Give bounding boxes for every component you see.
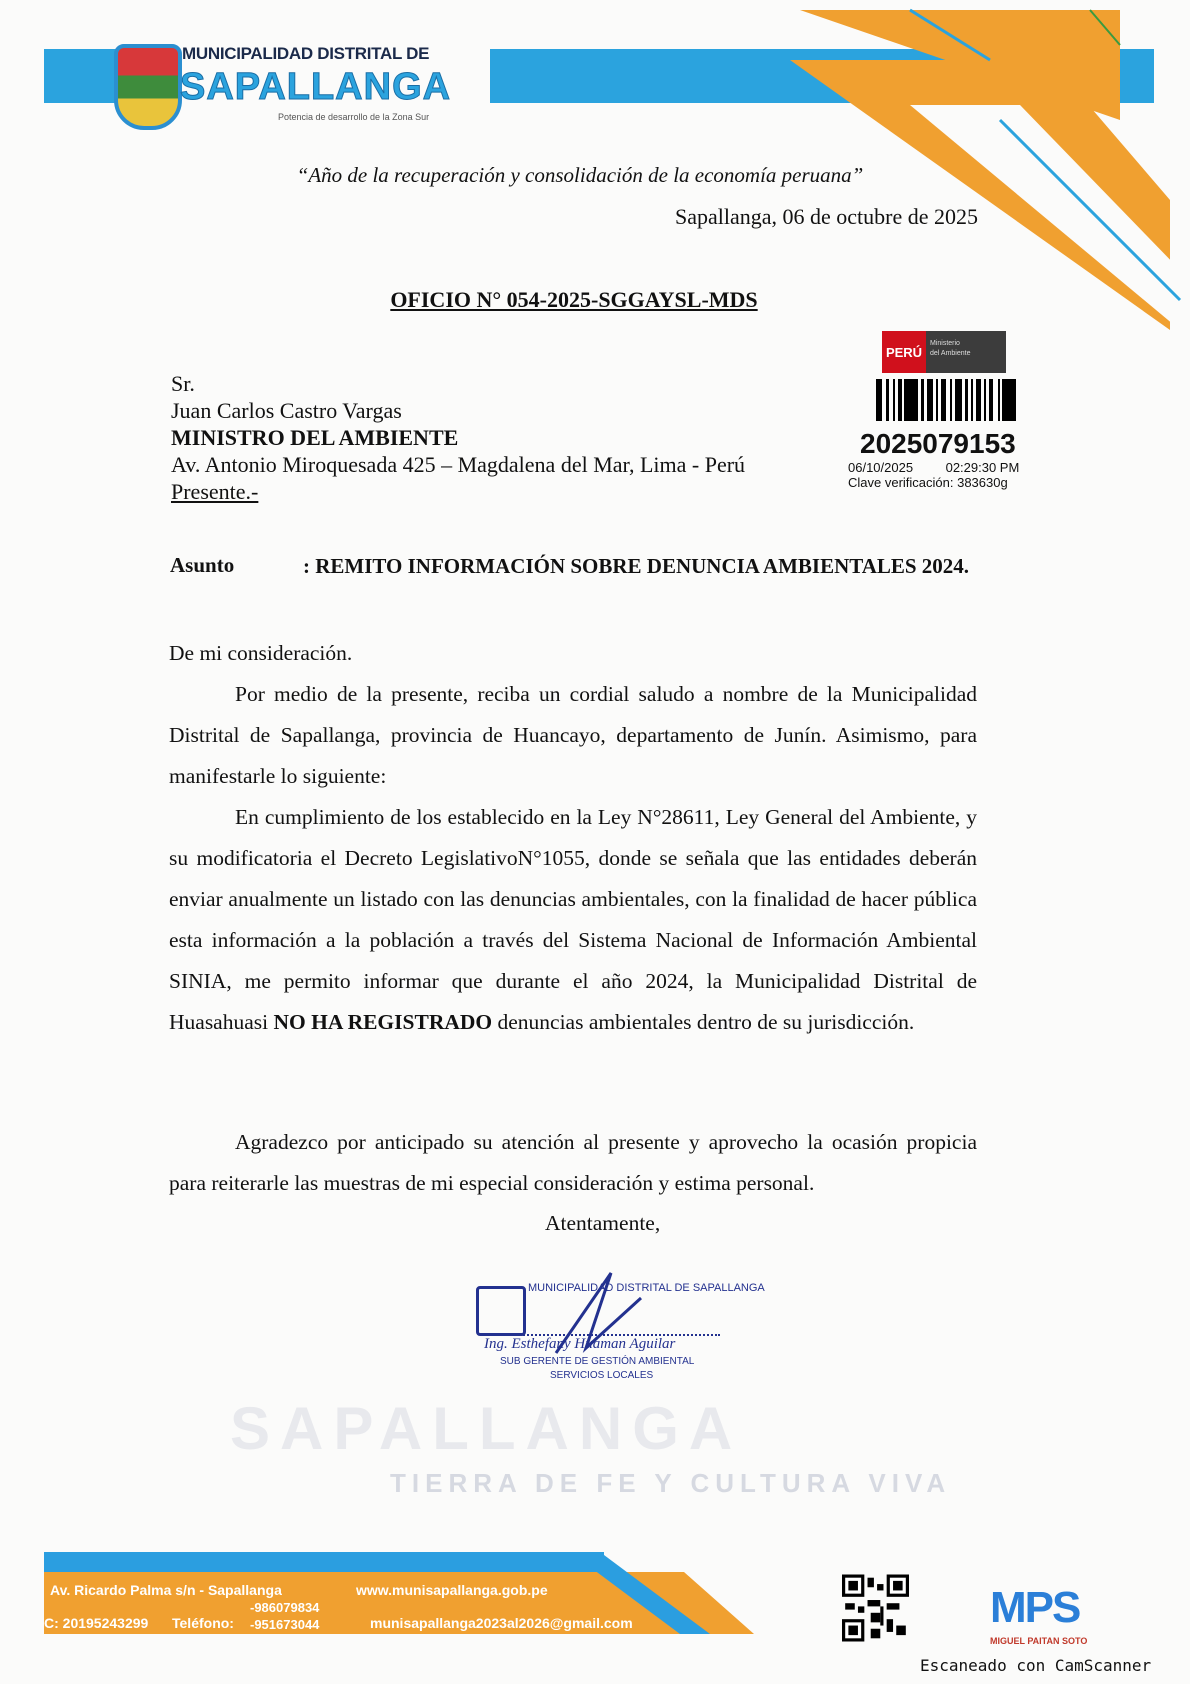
footer-band-blue: [44, 1552, 604, 1572]
seal-icon: [476, 1286, 526, 1336]
paragraph-2-b: denuncias ambientales dentro de su jurisdicción.: [492, 1010, 915, 1034]
stamp-date: 06/10/2025: [848, 460, 914, 475]
peru-label: PERÚ: [882, 331, 926, 373]
signer-role-2: SERVICIOS LOCALES: [550, 1370, 654, 1381]
recipient-name: Juan Carlos Castro Vargas: [171, 398, 402, 423]
salutation: Sr.: [171, 371, 195, 396]
closing-block: [169, 1122, 977, 1204]
paragraph-1: Por medio de la presente, reciba un cordial saludo a nombre de la Municipalidad Distrital de Sapallanga, provincia de Huancayo, departamento de Junín. Asimismo, para manifestarle lo siguiente:: [169, 682, 977, 788]
qr-code: [842, 1574, 909, 1642]
brand-top-text: MUNICIPALIDAD DISTRITAL DE: [182, 44, 430, 63]
signer-name: Ing. Esthefany Huaman Aguilar: [484, 1336, 676, 1352]
paragraph-2: [169, 797, 977, 1043]
scanner-watermark: Escaneado con CamScanner: [920, 1656, 1152, 1675]
paragraph-2-emphasis: NO HA REGISTRADO: [273, 1010, 493, 1034]
signature-stamp: [476, 1268, 765, 1388]
footer-ruc: C: 20195243299: [44, 1615, 149, 1631]
mps-logo: MPS: [990, 1583, 1080, 1632]
ministry-logo: [882, 331, 1006, 373]
recipient-title: MINISTRO DEL AMBIENTE: [171, 425, 459, 450]
seal-text: MUNICIPALIDAD DISTRITAL DE SAPALLANGA: [528, 1282, 765, 1294]
ministry-line1: Ministerio: [930, 340, 960, 347]
year-motto: “Año de la recuperación y consolidación de la economía peruana”: [296, 163, 864, 187]
ministry-line2: del Ambiente: [930, 350, 971, 357]
closing-word: Atentamente,: [545, 1211, 661, 1235]
footer-phone-1: -986079834: [250, 1600, 320, 1615]
presente: Presente.-: [171, 479, 259, 504]
verification-key: Clave verificación: 383630g: [848, 475, 1008, 490]
watermark-tagline: TIERRA DE FE Y CULTURA VIVA: [390, 1468, 952, 1498]
paragraph-2-a: En cumplimiento de los establecido en la Ley N°28611, Ley General del Ambiente, y su modificatoria el Decreto LegislativoN°1055, donde se señala que las entidades deberán enviar anualmente un listado con las denuncias ambientales, con la finalidad de hacer pública esta información a la población a través del Sistema Nacional de Información Ambiental SINIA, me permito informar que durante el año 2024, la Municipalidad Distrital de Huasahuasi: [169, 805, 977, 1034]
stamp-time: 02:29:30 PM: [945, 460, 1020, 475]
footer-address: Av. Ricardo Palma s/n - Sapallanga: [50, 1582, 282, 1598]
recipient-address: Av. Antonio Miroquesada 425 – Magdalena del Mar, Lima - Perú: [171, 452, 746, 477]
mps-subtitle: MIGUEL PAITAN SOTO: [990, 1636, 1088, 1646]
paragraph-3: Agradezco por anticipado su atención al presente y aprovecho la ocasión propicia para reiterarle las muestras de mi especial consideración y estima personal.: [169, 1130, 977, 1195]
footer-email: munisapallanga2023al2026@gmail.com: [370, 1615, 633, 1631]
brand-tagline: Potencia de desarrollo de la Zona Sur: [278, 112, 430, 122]
document-number: OFICIO N° 054-2025-SGGAYSL-MDS: [390, 287, 758, 312]
letter-body: [169, 633, 977, 1043]
signer-role: SUB GERENTE DE GESTIÓN AMBIENTAL: [500, 1356, 695, 1367]
barcode: [876, 379, 1026, 421]
recipient-block: [171, 370, 745, 505]
footer-phone-label: Teléfono:: [172, 1615, 234, 1631]
subject-value: : REMITO INFORMACIÓN SOBRE DENUNCIA AMBIENTALES 2024.: [303, 554, 970, 578]
brand-main-text: SAPALLANGA: [180, 66, 452, 108]
greeting: De mi consideración.: [169, 641, 353, 665]
registry-number: 2025079153: [860, 428, 1016, 459]
date-line: Sapallanga, 06 de octubre de 2025: [674, 204, 978, 229]
footer-phone-2: -951673044: [250, 1617, 320, 1632]
watermark-text: SAPALLANGA: [230, 1395, 743, 1462]
subject-label: Asunto: [170, 553, 235, 577]
footer-website: www.munisapallanga.gob.pe: [356, 1582, 548, 1598]
municipal-shield-logo: [114, 44, 182, 130]
reception-stamp: [846, 331, 1056, 490]
